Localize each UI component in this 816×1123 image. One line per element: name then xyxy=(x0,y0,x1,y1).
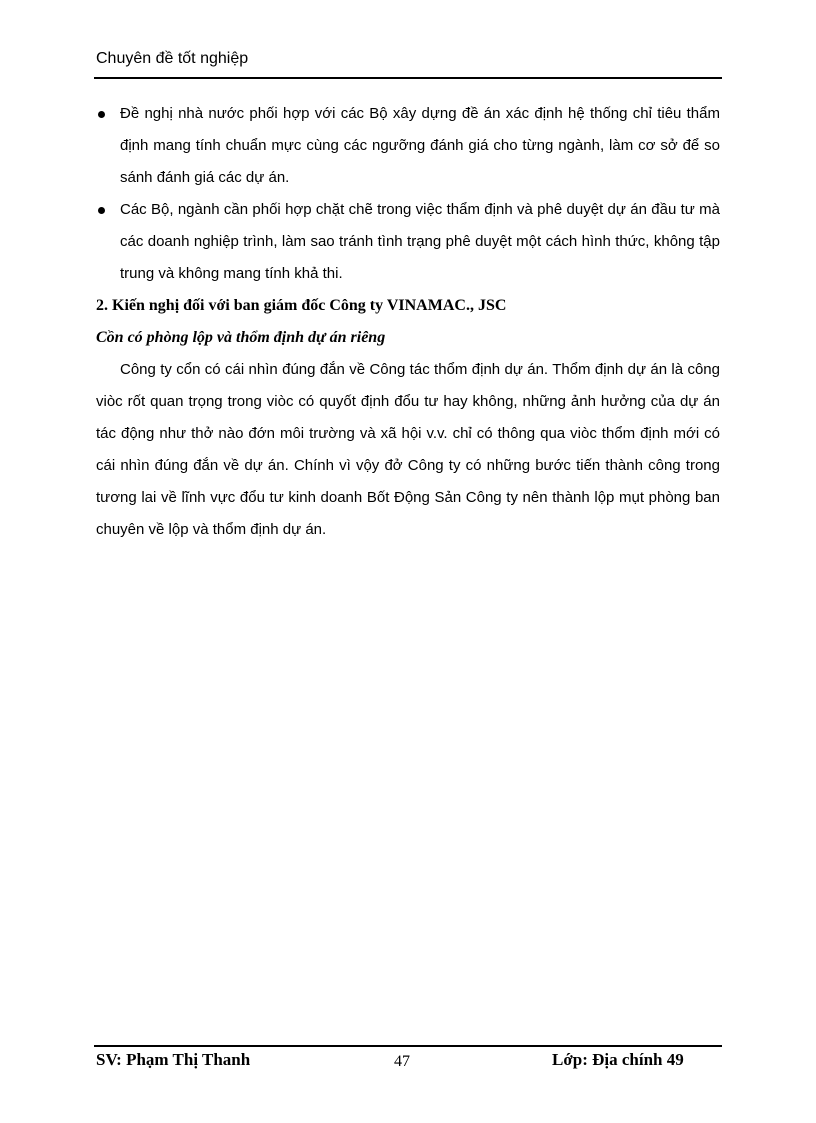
list-item-text: Các Bộ, ngành cần phối hợp chặt chẽ trong việc thẩm định và phê duyệt dự án đầu tư mà các doanh nghiệp trình, làm sao tránh tình trạng phê duyệt một cách hình thức, không tập trung và không mang tính khả thi. xyxy=(120,201,720,282)
header-divider xyxy=(94,77,722,79)
list-item xyxy=(96,98,720,194)
body-paragraph: Công ty cổn có cái nhìn đúng đắn về Công tác thổm định dự án. Thổm định dự án là công viòc rốt quan trọng trong viòc có quyốt định đổu tư hay không, những ảnh hưởng của dự án tác động như thở nào đớn môi trường và xã hội v.v. chỉ có thông qua viòc thổm định mới có cái nhìn đúng đắn về dự án. Chính vì vộy đở Công ty có những bước tiến thành công trong tương lai về lĩnh vực đổu tư kinh doanh Bốt Động Sản Công ty nên thành lộp mụt phòng ban chuyên về lộp và thổm định dự án. xyxy=(96,361,720,538)
document-body xyxy=(96,98,720,546)
page-number: 47 xyxy=(394,1053,410,1070)
footer-class-name: Lớp: Địa chính 49 xyxy=(552,1050,684,1069)
list-item-text: Đề nghị nhà nước phối hợp với các Bộ xây dựng đề án xác định hệ thống chỉ tiêu thẩm định mang tính chuẩn mực cùng các ngưỡng đánh giá cho từng ngành, làm cơ sở để so sánh đánh giá các dự án. xyxy=(120,105,720,186)
page-header-title: Chuyên đề tốt nghiệp xyxy=(96,50,249,67)
footer-divider xyxy=(94,1045,722,1047)
bullet-icon xyxy=(98,207,105,214)
footer-student-name: SV: Phạm Thị Thanh xyxy=(96,1050,251,1069)
recommendation-list xyxy=(96,98,720,290)
list-item xyxy=(96,194,720,290)
section-subheading: Cồn có phòng lộp và thổm định dự án riêng xyxy=(96,329,386,346)
bullet-icon xyxy=(98,111,105,118)
section-heading: 2. Kiến nghị đối với ban giám đốc Công ty VINAMAC., JSC xyxy=(96,297,507,314)
